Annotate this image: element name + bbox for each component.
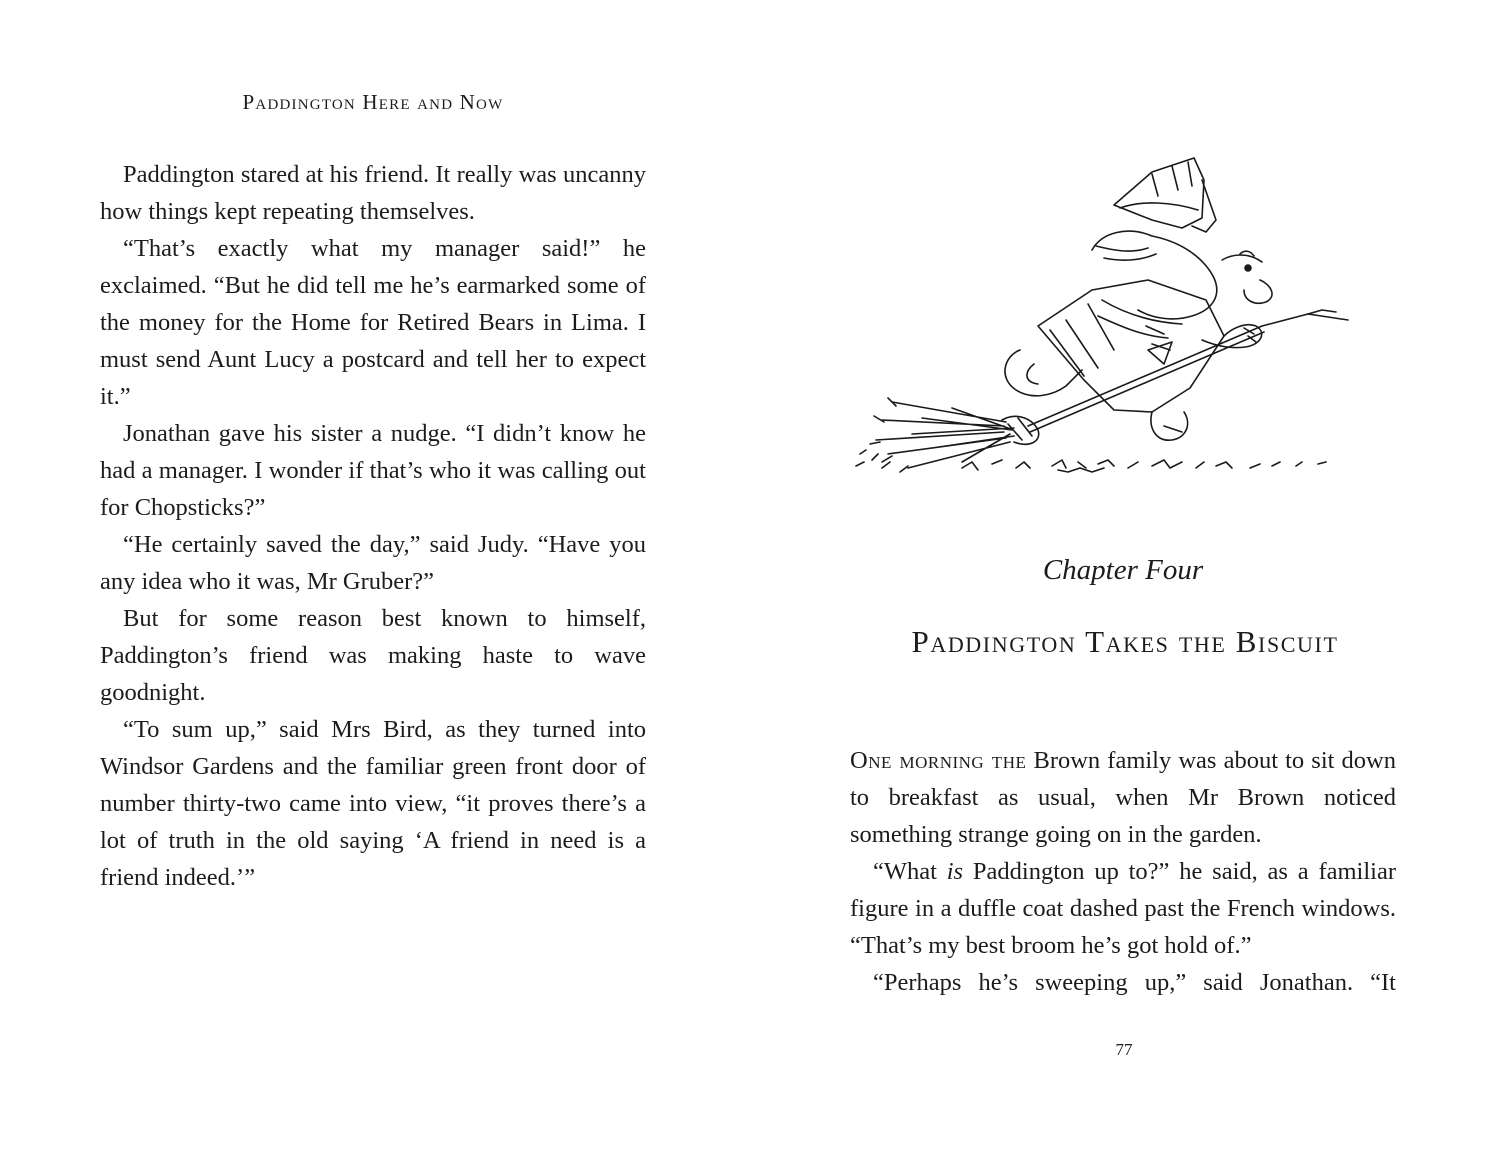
paragraph	[850, 853, 1396, 964]
right-page-body	[850, 742, 1396, 1001]
emphasis-text: is	[946, 858, 964, 885]
paragraph: “That’s exactly what my manager said!” he exclaimed. “But he did tell me he’s earmarked some of the money for the Home for Retired Bears in Lima. I must send Aunt Lucy a postcard and tell her to expect it.”	[100, 235, 646, 410]
left-page-body	[100, 156, 646, 896]
paragraph: Paddington stared at his friend. It really was uncanny how things kept repeating themselves.	[100, 161, 646, 225]
chapter-title: Paddington Takes the Biscuit	[911, 624, 1339, 659]
paragraph: “Perhaps he’s sweeping up,” said Jonathan. “It	[873, 969, 1396, 996]
chapter-number: Chapter Four	[1042, 554, 1204, 586]
opening-lead-in: One morning the	[850, 747, 1027, 774]
paddington-broom-illustration	[852, 150, 1362, 480]
page-number: 77	[1115, 1040, 1133, 1059]
paragraph: “He certainly saved the day,” said Judy. “Have you any idea who it was, Mr Gruber?”	[100, 531, 646, 595]
paragraph-text: “What	[873, 858, 947, 885]
paragraph: Jonathan gave his sister a nudge. “I didn’t know he had a manager. I wonder if that’s who it was calling out for Chopsticks?”	[100, 420, 646, 521]
paragraph: But for some reason best known to himself, Paddington’s friend was making haste to wave goodnight.	[100, 605, 646, 706]
paragraph-text: Paddington up to?” he said, as a familiar figure in a duffle coat dashed past the French windows. “That’s my best broom he’s got hold of.”	[850, 858, 1396, 959]
opening-text: Brown family was about to sit down to breakfast as usual, when Mr Brown noticed something strange going on in the garden.	[850, 747, 1397, 848]
opening-paragraph	[850, 742, 1396, 853]
paragraph: “To sum up,” said Mrs Bird, as they turned into Windsor Gardens and the familiar green front door of number thirty-two came into view, “it proves there’s a lot of truth in the old saying ‘A friend in need is a friend indeed.’”	[100, 716, 646, 891]
running-head: Paddington Here and Now	[242, 90, 504, 114]
